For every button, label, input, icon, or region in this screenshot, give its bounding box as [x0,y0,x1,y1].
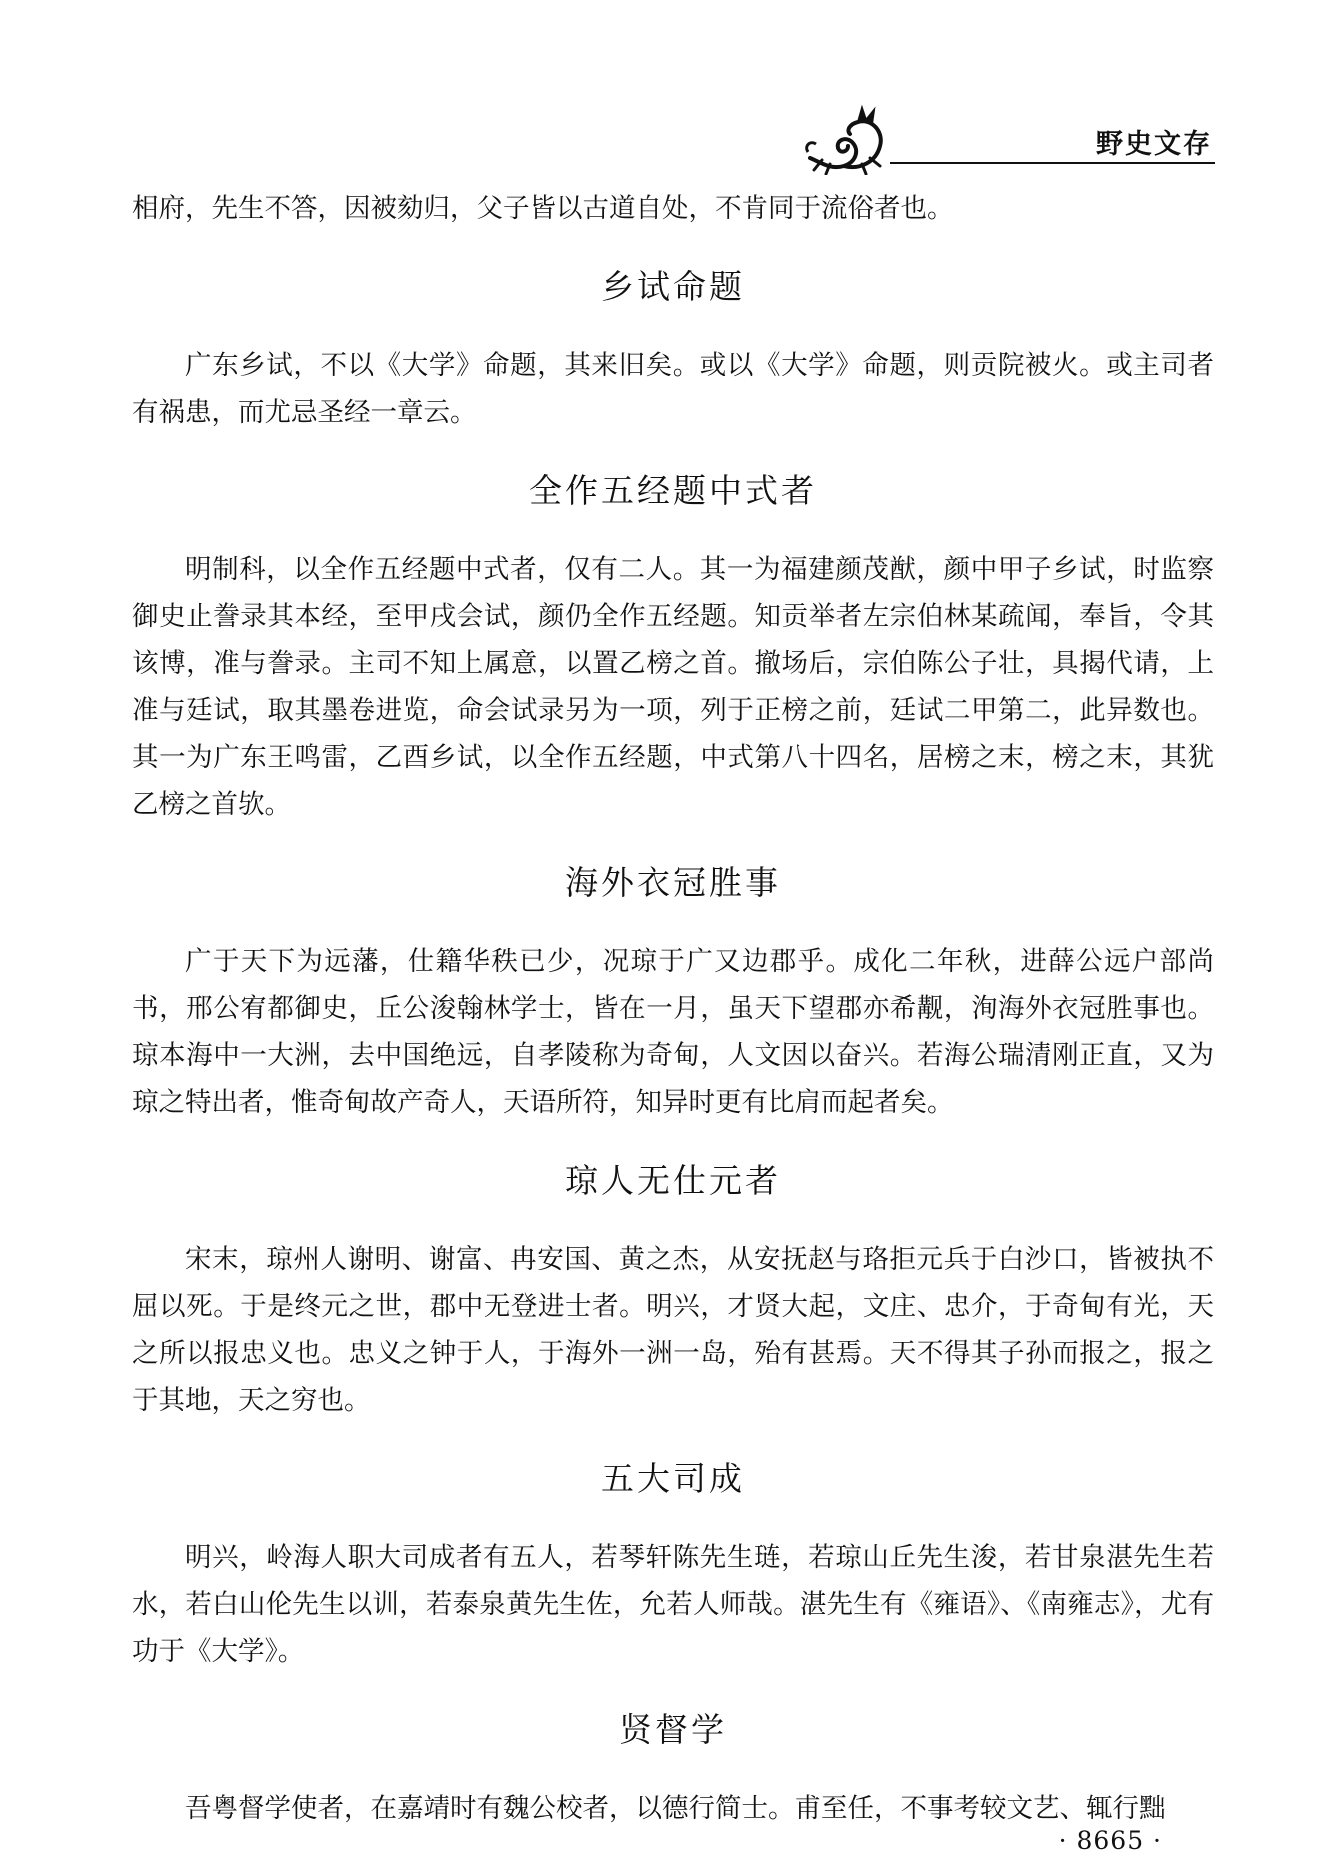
section-title: 贤督学 [619,1710,727,1749]
section-paragraph: 明兴，岭海人职大司成者有五人，若琴轩陈先生琏，若琼山丘先生浚，若甘泉湛先生若水，若白山伦先生以训，若泰泉黄先生佐，允若人师哉。湛先生有《雍语》、《南雍志》，尤有功于《大学》。 [132,1542,1214,1667]
section-title: 琼人无仕元者 [565,1161,781,1200]
section-paragraph: 吾粤督学使者，在嘉靖时有魏公校者，以德行简士。甫至任，不事考较文艺、辄行黜 [185,1793,1166,1824]
section-title: 全作五经题中式者 [529,471,817,510]
section-title: 乡试命题 [601,267,745,306]
opening-paragraph: 相府，先生不答，因被劾归，父子皆以古道自处，不肯同于流俗者也。 [132,193,954,224]
dragon-emblem-icon [800,100,892,175]
header-rule [890,162,1215,164]
section-title: 海外衣冠胜事 [565,863,781,902]
section-title: 五大司成 [601,1459,745,1498]
main-text [132,185,1214,1832]
section-paragraph: 宋末，琼州人谢明、谢富、冉安国、黄之杰，从安抚赵与珞拒元兵于白沙口，皆被执不屈以死。于是终元之世，郡中无登进士者。明兴，才贤大起，文庄、忠介，于奇甸有光，天之所以报忠义也。忠义之钟于人，于海外一洲一岛，殆有甚焉。天不得其子孙而报之，报之于其地，天之穷也。 [132,1244,1214,1416]
page-number: · 8665 · [1058,1826,1162,1855]
series-title: 野史文存 [1096,129,1212,160]
section-paragraph: 广于天下为远藩，仕籍华秩已少，况琼于广又边郡乎。成化二年秋，进薛公远户部尚书，邢公宥都御史，丘公浚翰林学士，皆在一月，虽天下望郡亦希觏，洵海外衣冠胜事也。琼本海中一大洲，去中国绝远，自孝陵称为奇甸，人文因以奋兴。若海公瑞清刚正直，又为琼之特出者，惟奇甸故产奇人，天语所符，知异时更有比肩而起者矣。 [132,946,1214,1118]
section-paragraph: 明制科，以全作五经题中式者，仅有二人。其一为福建颜茂猷，颜中甲子乡试，时监察御史止誊录其本经，至甲戌会试，颜仍全作五经题。知贡举者左宗伯林某疏闻，奉旨，令其该博，准与誊录。主司不知上属意，以置乙榜之首。撤场后，宗伯陈公子壮，具揭代请，上准与廷试，取其墨卷进览，命会试录另为一项，列于正榜之前，廷试二甲第二，此异数也。其一为广东王鸣雷，乙酉乡试，以全作五经题，中式第八十四名，居榜之末，榜之末，其犹乙榜之首欤。 [132,554,1214,820]
running-header [800,100,1220,180]
section-paragraph: 广东乡试，不以《大学》命题，其来旧矣。或以《大学》命题，则贡院被火。或主司者有祸患，而尤忌圣经一章云。 [132,350,1214,428]
